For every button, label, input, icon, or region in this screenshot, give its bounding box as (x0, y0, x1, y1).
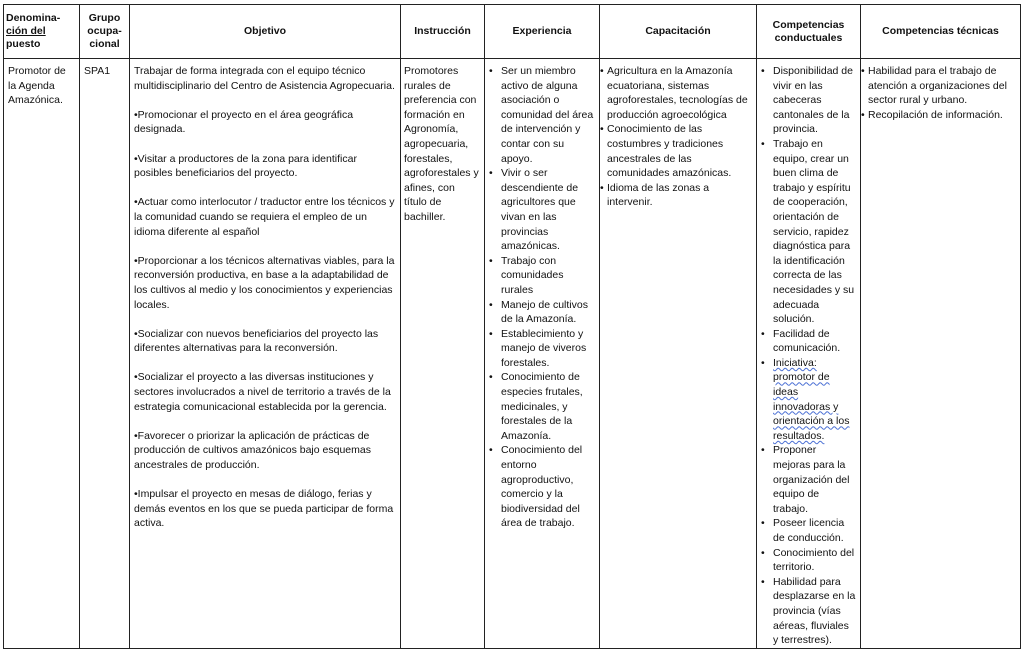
list-item: • Habilidad para el trabajo de atención a organizaciones del sector rural y urbano. (863, 64, 1016, 108)
objetivo-item: •Visitar a productores de la zona para identificar posibles beneficiarios del proyecto. (134, 152, 357, 180)
list-item: • Recopilación de información. (863, 108, 1016, 123)
objetivo-item: •Actuar como interlocutor / traductor entre los técnicos y la comunidad cuando se requiera el empleo de un idioma diferente al español (134, 196, 395, 238)
cell-objetivo (130, 59, 401, 649)
list-item: • Conocimiento de especies frutales, medicinales, y forestales de la Amazonía. (487, 370, 595, 443)
header-comp-conductuales-line-1: Competencias (772, 18, 845, 31)
list-item: • Ser un miembro activo de alguna asociación o comunidad del área de intervención y contar con su apoyo. (487, 64, 595, 166)
header-denominacion-line-1: Denomina- (6, 12, 61, 24)
header-capacitacion-label: Capacitación (645, 25, 711, 37)
cell-instruccion (401, 59, 485, 649)
list-item: • Trabajo con comunidades rurales (487, 254, 595, 298)
comp-conductuales-list (757, 59, 860, 648)
cell-denominacion (4, 59, 80, 649)
objetivo-item: •Socializar con nuevos beneficiarios del proyecto las diferentes alternativas para la reconversión. (134, 327, 379, 355)
header-grupo-line-1: Grupo (88, 12, 121, 24)
list-item: • Conocimiento del entorno agroproductivo, comercio y la biodiversidad del área de trabajo. (487, 443, 595, 531)
list-item: • Conocimiento de las costumbres y tradiciones ancestrales de las comunidades amazónicas. (602, 122, 752, 180)
list-item: • Habilidad para desplazarse en la provincia (vías aéreas, fluviales y terrestres). (759, 575, 856, 648)
experiencia-list (485, 59, 599, 531)
header-grupo (80, 5, 130, 59)
objetivo-item: •Promocionar el proyecto en el área geográfica designada. (134, 108, 354, 136)
instruccion-text: Promotores rurales de preferencia con formación en Agronomía, agropecuaria, forestales, agroforestales y afines, con título de bachiller. (404, 65, 479, 223)
header-experiencia (485, 5, 600, 59)
header-comp-tecnicas-label: Competencias técnicas (882, 25, 999, 37)
header-objetivo (130, 5, 401, 59)
objetivo-item: •Proporcionar a los técnicos alternativas viables, para la reconversión productiva, en base a la adaptabilidad de los cultivos al medio y los conocimientos y experiencias locales. (134, 254, 395, 311)
objetivo-item: •Impulsar el proyecto en mesas de diálogo, ferias y demás eventos en los que se pueda participar de forma activa. (134, 488, 394, 530)
cell-experiencia (485, 59, 600, 649)
header-denominacion-line-2: ción del (6, 25, 46, 37)
header-denominacion-line-3: puesto (6, 38, 41, 50)
cell-comp-conductuales (757, 59, 861, 649)
list-item: • Disponibilidad de vivir en las cabeceras cantonales de la provincia. (759, 64, 856, 137)
header-objetivo-label: Objetivo (243, 25, 286, 37)
list-item: • Establecimiento y manejo de viveros forestales. (487, 327, 595, 371)
header-comp-conductuales (757, 5, 861, 59)
header-grupo-line-2: ocupa- (87, 25, 122, 37)
list-item: • Idioma de las zonas a intervenir. (602, 181, 752, 210)
header-comp-conductuales-line-2: conductuales (774, 31, 843, 44)
objetivo-list (130, 59, 400, 531)
header-experiencia-label: Experiencia (512, 25, 572, 37)
cell-grupo (80, 59, 130, 649)
list-item: • Vivir o ser descendiente de agricultores que vivan en las provincias amazónicas. (487, 166, 595, 254)
list-item: • Manejo de cultivos de la Amazonía. (487, 298, 595, 327)
list-item: • Poseer licencia de conducción. (759, 516, 856, 545)
header-grupo-line-3: cional (89, 38, 120, 50)
list-item: • Conocimiento del territorio. (759, 546, 856, 575)
list-item: • Iniciativa: promotor de ideas innovadoras y orientación a los resultados. (759, 356, 856, 444)
header-instruccion-label: Instrucción (414, 25, 471, 37)
header-row (4, 5, 1021, 59)
cell-capacitacion (600, 59, 757, 649)
objetivo-item: •Favorecer o priorizar la aplicación de prácticas de producción de cultivos amazónicos bajo esquemas ancestrales de producción. (134, 429, 371, 472)
list-item: • Facilidad de comunicación. (759, 327, 856, 356)
header-instruccion (401, 5, 485, 59)
list-item: • Proponer mejoras para la organización del equipo de trabajo. (759, 443, 856, 516)
job-profile-table (3, 4, 1021, 649)
header-capacitacion (600, 5, 757, 59)
cell-comp-tecnicas (861, 59, 1021, 649)
comp-tecnicas-list (861, 59, 1020, 122)
objetivo-item: •Socializar el proyecto a las diversas instituciones y sectores involucrados a nivel de territorio a través de la estrategia comunicacional establecida por la gerencia. (134, 371, 391, 413)
table-row (4, 59, 1021, 649)
list-item: • Trabajo en equipo, crear un buen clima de trabajo y espíritu de cooperación, orientación de servicio, rapidez diagnóstica para la identificación correcta de las necesidades y su adecuada solución. (759, 137, 856, 327)
list-item: • Agricultura en la Amazonía ecuatoriana, sistemas agroforestales, tecnologías de producción agroecológica (602, 64, 752, 122)
denominacion-text: Promotor de la Agenda Amazónica. (8, 65, 66, 107)
grupo-text: SPA1 (84, 65, 111, 77)
objetivo-item: Trabajar de forma integrada con el equipo técnico multidisciplinario del Centro de Asistencia Agropecuaria. (134, 65, 395, 92)
header-denominacion (4, 5, 80, 59)
capacitacion-list (600, 59, 756, 210)
header-comp-tecnicas (861, 5, 1021, 59)
